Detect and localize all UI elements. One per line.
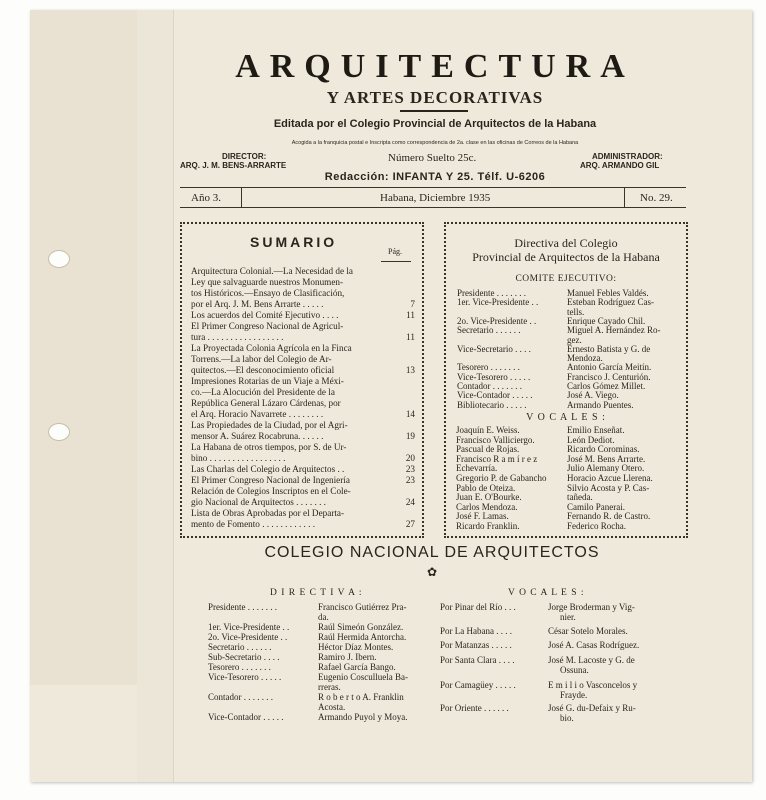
directiva-nacional-role: Presidente . . . . . . . — [208, 602, 277, 612]
vocal-province: Por Matanzas . . . . . — [440, 640, 512, 650]
comite-member: Enrique Cayado Chil. — [567, 315, 646, 326]
vocal-name: Carlos Mendoza. — [456, 501, 518, 512]
sumario-entry-text: Torrens.—La labor del Colegio de Ar- — [191, 354, 332, 364]
vocal-province: Por La Habana . . . . — [440, 626, 512, 636]
punch-hole — [48, 250, 70, 268]
vocal-nacional-name: César Sotelo Morales. — [548, 626, 628, 636]
page-inner-strip — [137, 10, 174, 782]
directiva-nacional-member: Héctor Díaz Montes. — [318, 642, 394, 652]
issue-bar-divider — [241, 188, 242, 207]
directiva-nacional-heading: D I R E C T I V A : — [270, 588, 363, 598]
directiva-nacional-member: Eugenio Cosculluela Ba- — [318, 672, 408, 682]
vocal-province: Por Camagüey . . . . . — [440, 680, 516, 690]
comite-role: Vice-Contador . . . . . — [457, 390, 533, 401]
vocales-heading: V O C A L E S : — [526, 412, 606, 423]
directiva-nacional-role: Secretario . . . . . . — [208, 642, 272, 652]
vocal-nacional-name-cont: Frayde. — [560, 690, 588, 700]
comite-role: Secretario . . . . . . — [457, 325, 521, 336]
vocal-name: Julio Alemany Otero. — [567, 463, 645, 474]
comite-member: José A. Viego. — [567, 390, 619, 401]
directiva-nacional-role: 2o. Vice-Presidente . . — [208, 632, 288, 642]
sumario-entry-page: 20 — [405, 453, 415, 463]
sumario-entry-text: quitectos.—El desconocimiento oficial — [191, 365, 335, 375]
page-column-label: Pág. — [388, 247, 402, 256]
sumario-entry-page: 14 — [405, 409, 415, 419]
sumario-entry-text: Arquitectura Colonial.—La Necesidad de la — [191, 266, 353, 276]
issue-bar-bottom-rule — [180, 207, 686, 208]
directiva-heading-2: Provincial de Arquitectos de la Habana — [472, 250, 660, 264]
vocal-name: Pablo de Oteiza. — [456, 482, 516, 493]
comite-heading: COMITE EJECUTIVO: — [515, 274, 617, 284]
issue-price: Número Suelto 25c. — [388, 152, 477, 164]
sumario-entry-text: Los acuerdos del Comité Ejecutivo . . . . — [191, 310, 339, 320]
comite-role: Presidente . . . . . . . — [457, 288, 526, 298]
admin-label: ADMINISTRADOR: — [592, 152, 663, 161]
directiva-nacional-role: Tesorero . . . . . . . — [208, 662, 271, 672]
vocal-name: Ricardo Corominas. — [567, 444, 640, 455]
vocal-province: Por Oriente . . . . . . — [440, 703, 509, 713]
vocal-name: Juan E. O'Bourke. — [456, 492, 522, 503]
directiva-nacional-member: Raúl Simeón González. — [318, 622, 404, 632]
postal-notice: Acogida a la franquicia postal e Inscripta como correspondencia de 2a. clase en las oficinas de Correos de la Habana — [291, 140, 579, 146]
vocal-name: Ricardo Franklin. — [456, 521, 520, 531]
issue-bar-top-rule — [180, 187, 686, 188]
vocal-name: Camilo Panerai. — [567, 501, 625, 512]
issue-bar-divider — [624, 188, 625, 207]
issue-number: No. 29. — [640, 192, 673, 204]
directiva-nacional-role: Vice-Tesorero . . . . . — [208, 672, 282, 682]
vocal-nacional-name-cont: Ossuna. — [560, 665, 589, 675]
vocal-name: José M. Bens Arrarte. — [567, 453, 646, 464]
directiva-nacional-member: Raúl Hermida Antorcha. — [318, 632, 407, 642]
director-label: DIRECTOR: — [222, 152, 267, 161]
sumario-entry-text: La Proyectada Colonia Agrícola en la Finca — [191, 343, 352, 353]
issue-date: Habana, Diciembre 1935 — [380, 192, 491, 204]
vocal-province: Por Pinar del Río . . . — [440, 602, 516, 612]
directiva-heading-1: Directiva del Colegio — [514, 236, 618, 250]
directiva-nacional-role: 1er. Vice-Presidente . . — [208, 622, 290, 632]
comite-role: 1er. Vice-Presidente . . — [457, 297, 539, 308]
comite-role: Vice-Tesorero . . . . . — [457, 371, 531, 382]
sumario-entry-text: co.—La Alocución del Presidente de la — [191, 387, 335, 397]
sumario-entry-page: 24 — [405, 497, 415, 507]
vocal-nacional-name-cont: bio. — [560, 713, 574, 723]
directiva-nacional-member: Francisco Gutiérrez Pra- — [318, 602, 407, 612]
directiva-nacional-member: da. — [318, 612, 329, 622]
vocal-name: Echevarría. — [456, 463, 498, 474]
sumario-entry-text: República General Lázaro Cárdenas, por — [191, 398, 341, 408]
sumario-entry-text: La Habana de otros tiempos, por S. de Ur- — [191, 442, 347, 452]
vocal-nacional-name: José A. Casas Rodríguez. — [548, 640, 640, 650]
vocal-nacional-name-cont: nier. — [560, 612, 576, 622]
sumario-entry-text: Ley que salvaguarde nuestros Monumen- — [191, 277, 344, 287]
page-column-rule — [381, 261, 411, 262]
comite-role: Tesorero . . . . . . . — [457, 362, 520, 373]
vocal-name: Francisco Valliciergo. — [456, 434, 535, 445]
vocal-name: Joaquín E. Weiss. — [456, 425, 520, 435]
sumario-entry-text: bino . . . . . . . . . . . . . . . . . — [191, 453, 286, 463]
directiva-nacional-member: rreras. — [318, 682, 341, 692]
sumario-entry-text: El Primer Congreso Nacional de Ingeniería — [191, 475, 350, 485]
sumario-entry-text: mento de Fomento . . . . . . . . . . . . — [191, 519, 316, 529]
vocal-name: Fernando R. de Castro. — [567, 511, 651, 522]
sumario-entry-text: El Primer Congreso Nacional de Agricul- — [191, 321, 344, 331]
vocales-nacional-heading: V O C A L E S : — [508, 588, 585, 598]
comite-role: 2o. Vice-Presidente . . — [457, 315, 537, 326]
comite-member: Antonio García Meitín. — [567, 362, 652, 373]
vocal-name: Gregorio P. de Gabancho — [456, 473, 547, 483]
vocal-name: Emilio Enseñat. — [567, 425, 625, 435]
sumario-entry-page: 23 — [405, 475, 415, 485]
directiva-nacional-member: R o b e r t o A. Franklin — [318, 692, 404, 702]
flower-ornament: ✿ — [426, 565, 438, 579]
sumario-entry-page: 27 — [405, 519, 415, 529]
sumario-heading: SUMARIO — [250, 234, 338, 250]
vocal-province: Por Santa Clara . . . . — [440, 655, 515, 665]
directiva-nacional-member: Ramiro J. Ibern. — [318, 652, 377, 662]
directiva-nacional-role: Sub-Secretario . . . . — [208, 652, 280, 662]
comite-member: Armando Puentes. — [567, 399, 634, 410]
editorial-address: Redacción: INFANTA Y 25. Télf. U-6206 — [324, 171, 546, 183]
sumario-entry-text: Lista de Obras Aprobadas por el Departa- — [191, 508, 345, 518]
ornament-rule — [400, 110, 468, 112]
comite-member: gez. — [567, 334, 582, 345]
sumario-entry-text: el Arq. Horacio Navarrete . . . . . . . . — [191, 409, 324, 419]
volume-year: Año 3. — [191, 192, 221, 204]
vocal-name: Horacio Azcue Llerena. — [567, 473, 653, 483]
vocal-name: León Dediot. — [567, 434, 615, 445]
magazine-title: ARQUITECTURA — [235, 48, 635, 85]
punch-hole — [48, 423, 70, 441]
vocal-name: Francisco R a m í r e z — [456, 453, 538, 464]
comite-role: Bibliotecario . . . . . — [457, 399, 527, 410]
sumario-entry-text: Impresiones Rotarias de un Viaje a Méxi- — [191, 376, 344, 386]
vocal-nacional-name: E m i l i o Vasconcelos y — [548, 680, 638, 690]
sumario-entry-text: gio Nacional de Arquitectos . . . . . . . — [191, 497, 326, 507]
vocal-name: tañeda. — [567, 492, 593, 503]
vocal-nacional-name: José G. du-Defaix y Ru- — [548, 703, 636, 713]
sumario-entry-page: 19 — [405, 431, 415, 441]
sumario-entry-text: tos Históricos.—Ensayo de Clasificación, — [191, 288, 345, 298]
comite-member: Mendoza. — [567, 353, 603, 364]
sumario-entry-text: Las Propiedades de la Ciudad, por el Agri- — [191, 420, 348, 430]
publisher-line: Editada por el Colegio Provincial de Arquitectos de la Habana — [273, 118, 597, 130]
comite-member: Francisco J. Centurión. — [567, 371, 651, 382]
comite-member: Ernesto Batista y G. de — [567, 343, 651, 354]
comite-role: Vice-Secretario . . . . — [457, 343, 531, 354]
vocal-name: Pascual de Rojas. — [456, 444, 520, 455]
sumario-entry-text: tura . . . . . . . . . . . . . . . . . — [191, 332, 284, 342]
sumario-entry-page: 11 — [406, 332, 415, 342]
comite-role: Contador . . . . . . . — [457, 381, 522, 391]
directiva-nacional-member: Acosta. — [318, 702, 346, 712]
sumario-entry-page: 7 — [410, 299, 415, 309]
sumario-entry-page: 13 — [405, 365, 415, 375]
admin-name: ARQ. ARMANDO GIL — [580, 161, 660, 170]
sumario-entry-text: por el Arq. J. M. Bens Arrarte . . . . . — [191, 299, 324, 309]
vocal-nacional-name: Jorge Broderman y Vig- — [548, 602, 635, 612]
comite-member: Miguel A. Hernández Ro- — [567, 325, 661, 336]
directiva-nacional-role: Contador . . . . . . . — [208, 692, 273, 702]
vocal-name: Silvio Acosta y P. Cas- — [567, 482, 650, 493]
comite-member: Manuel Febles Valdés. — [567, 288, 649, 298]
directiva-nacional-member: Rafael García Bango. — [318, 662, 396, 672]
directiva-nacional-role: Vice-Contador . . . . . — [208, 712, 284, 722]
page-fold-strip — [30, 10, 138, 685]
sumario-entry-text: Relación de Colegios Inscriptos en el Cole- — [191, 486, 351, 496]
sumario-entry-text: Las Charlas del Colegio de Arquitectos . . — [191, 464, 345, 474]
sumario-entry-text: mensor A. Suárez Rocabruna. . . . . . — [191, 431, 324, 441]
directiva-nacional-member: Armando Puyol y Moya. — [318, 712, 408, 722]
vocal-name: Federico Rocha. — [567, 521, 626, 531]
magazine-subtitle: Y ARTES DECORATIVAS — [326, 88, 544, 107]
vocal-name: José F. Lamas. — [456, 511, 509, 522]
sumario-entry-page: 11 — [406, 310, 415, 320]
comite-member: Esteban Rodríguez Cas- — [567, 297, 654, 308]
vocal-nacional-name: José M. Lacoste y G. de — [548, 655, 635, 665]
comite-member: Carlos Gómez Millet. — [567, 381, 646, 391]
director-name: ARQ. J. M. BENS-ARRARTE — [180, 161, 287, 170]
colegio-nacional-heading: COLEGIO NACIONAL DE ARQUITECTOS — [264, 544, 600, 561]
comite-member: tells. — [567, 306, 585, 317]
sumario-entry-page: 23 — [405, 464, 415, 474]
